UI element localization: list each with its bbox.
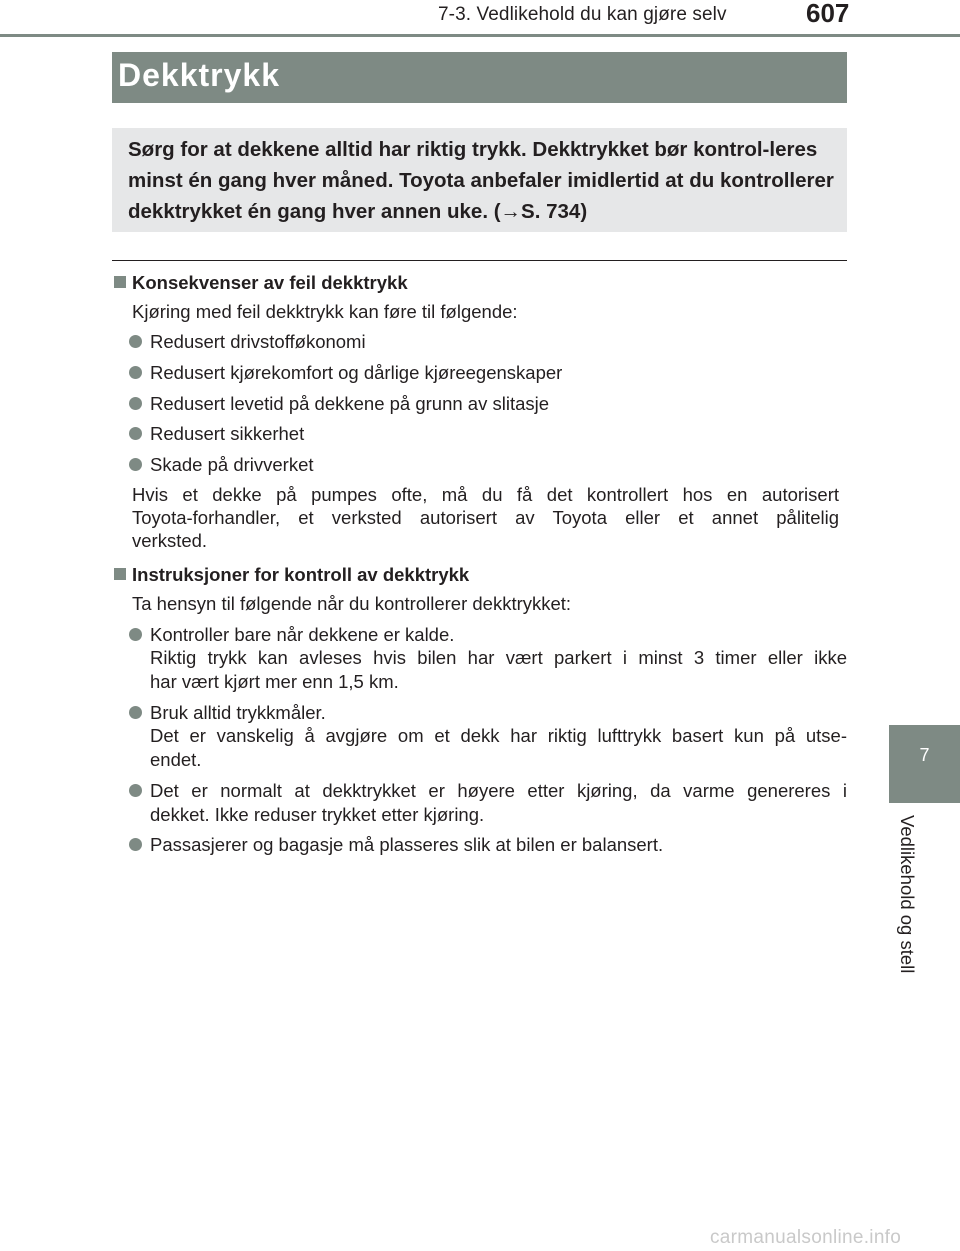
- list-item: Redusert sikkerhet: [150, 423, 305, 444]
- bullet-icon: [129, 838, 142, 851]
- consequences-note-line: Hvis et dekke på pumpes ofte, må du få det kontrollert hos en autorisert: [132, 484, 839, 505]
- bullet-icon: [129, 628, 142, 641]
- consequences-note-line: verksted.: [132, 530, 208, 551]
- list-item: Skade på drivverket: [150, 454, 314, 475]
- list-item: Redusert kjørekomfort og dårlige kjøreegenskaper: [150, 362, 563, 383]
- arrow-icon: →: [500, 200, 522, 223]
- square-bullet-icon: [114, 276, 126, 288]
- intro-box: [112, 128, 847, 232]
- list-item-title: Kontroller bare når dekkene er kalde.: [150, 624, 455, 645]
- section-title: Dekktrykk: [118, 57, 280, 93]
- list-item: Redusert levetid på dekkene på grunn av slitasje: [150, 393, 550, 414]
- intro-text: [128, 134, 838, 227]
- list-item: Redusert drivstofføkonomi: [150, 331, 366, 352]
- list-item-text: Det er vanskelig å avgjøre om et dekk har riktig lufttrykk basert kun på utse-: [150, 725, 847, 746]
- consequences-heading: Konsekvenser av feil dekktrykk: [132, 272, 408, 293]
- instructions-heading: Instruksjoner for kontroll av dekktrykk: [132, 564, 470, 585]
- intro-body: Sørg for at dekkene alltid har riktig trykk. Dekktrykket bør kontrol-leres minst én gang hver måned. Toyota anbefaler imidlertid at du kontrollerer dekktrykket én gang hver annen uke. (: [128, 138, 834, 223]
- list-item-title: Bruk alltid trykkmåler.: [150, 702, 326, 723]
- watermark: carmanualsonline.info: [710, 1227, 902, 1248]
- section-banner: [112, 52, 847, 103]
- square-bullet-icon: [114, 568, 126, 580]
- list-item-text: Passasjerer og bagasje må plasseres slik at bilen er balansert.: [150, 834, 664, 855]
- consequences-lead: Kjøring med feil dekktrykk kan føre til følgende:: [132, 301, 518, 322]
- bullet-icon: [129, 706, 142, 719]
- bullet-icon: [129, 458, 142, 471]
- page-reference-link[interactable]: S. 734): [521, 200, 588, 223]
- bullet-icon: [129, 366, 142, 379]
- page-number: 607: [806, 0, 850, 28]
- header-divider: [0, 34, 960, 37]
- list-item-text: Det er normalt at dekktrykket er høyere etter kjøring, da varme genereres i: [150, 780, 847, 801]
- instructions-lead: Ta hensyn til følgende når du kontrollerer dekktrykket:: [132, 593, 572, 614]
- bullet-icon: [129, 335, 142, 348]
- list-item-text: dekket. Ikke reduser trykket etter kjøring.: [150, 804, 485, 825]
- chapter-number: 7: [919, 745, 930, 765]
- section-divider: [112, 260, 847, 261]
- bullet-icon: [129, 397, 142, 410]
- bullet-icon: [129, 784, 142, 797]
- list-item-text: Riktig trykk kan avleses hvis bilen har vært parkert i minst 3 timer eller ikke: [150, 647, 847, 668]
- list-item-text: endet.: [150, 749, 202, 770]
- bullet-icon: [129, 427, 142, 440]
- consequences-note-line: Toyota-forhandler, et verksted autorisert av Toyota eller et annet pålitelig: [132, 507, 839, 528]
- chapter-title: 7-3. Vedlikehold du kan gjøre selv: [438, 4, 727, 25]
- chapter-label: Vedlikehold og stell: [897, 815, 918, 974]
- list-item-text: har vært kjørt mer enn 1,5 km.: [150, 671, 399, 692]
- chapter-tab: [889, 725, 960, 803]
